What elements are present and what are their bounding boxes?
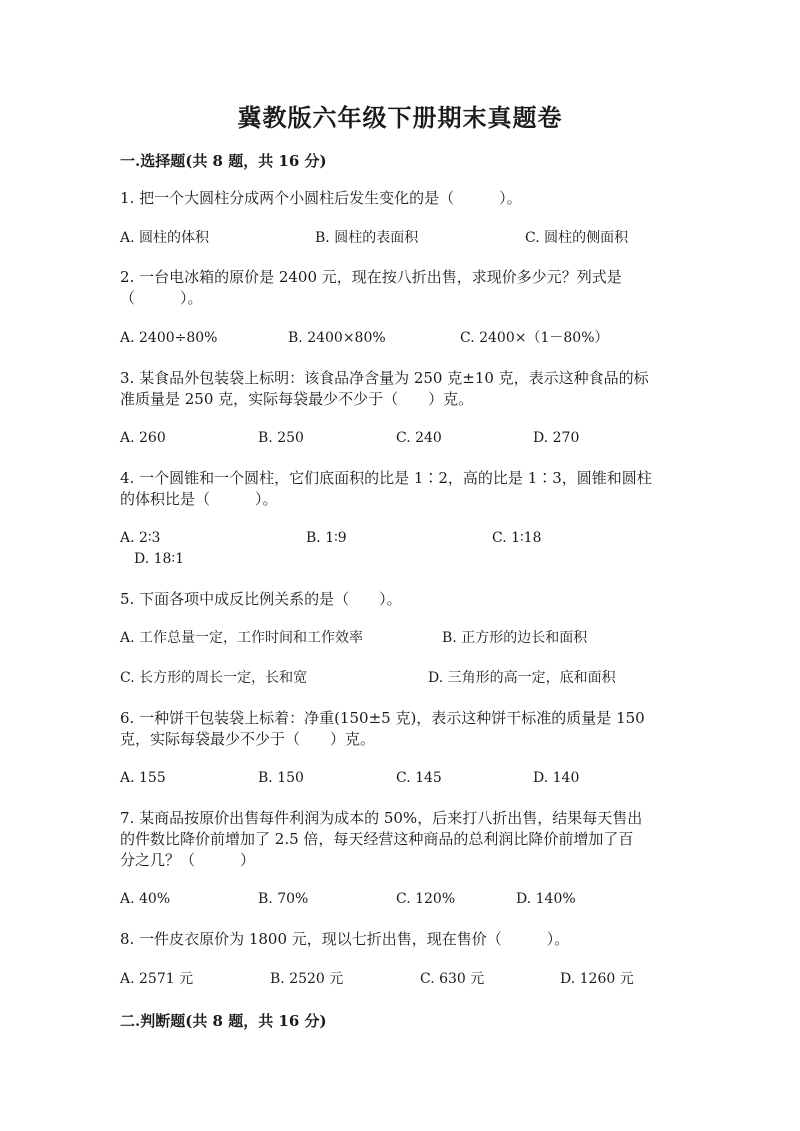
option-a: A. 155: [120, 770, 166, 786]
question-text: 的体积比是（ ）。: [120, 490, 278, 508]
option-a: A. 圆柱的体积: [120, 230, 210, 246]
question-text: 4. 一个圆锥和一个圆柱，它们底面积的比是 1∶2，高的比是 1∶3，圆锥和圆柱: [120, 469, 652, 487]
option-d: D. 三角形的高一定，底和面积: [428, 670, 616, 686]
question-text: 1. 把一个大圆柱分成两个小圆柱后发生变化的是（ ）。: [120, 189, 522, 207]
question-8: [120, 929, 680, 950]
option-b: B. 1∶9: [306, 530, 347, 546]
option-c: C. 120%: [396, 891, 456, 907]
question-1: [120, 188, 680, 209]
option-c: C. 圆柱的侧面积: [525, 230, 629, 246]
question-text: 2. 一台电冰箱的原价是 2400 元，现在按八折出售，求现价多少元？列式是: [120, 268, 622, 286]
option-c: C. 1∶18: [492, 530, 542, 546]
option-d: D. 1260 元: [560, 971, 634, 987]
question-2: [120, 267, 680, 309]
question-text: 克，实际每袋最少不少于（ ）克。: [120, 730, 376, 748]
question-6: [120, 708, 680, 750]
option-b: B. 150: [258, 770, 304, 786]
option-a: A. 2∶3: [120, 530, 161, 546]
question-3: [120, 368, 680, 410]
question-text: 3. 某食品外包装袋上标明：该食品净含量为 250 克±10 克，表示这种食品的标: [120, 369, 649, 387]
question-4: [120, 468, 680, 510]
option-b: B. 70%: [258, 891, 309, 907]
option-c: C. 长方形的周长一定，长和宽: [120, 670, 308, 686]
option-a: A. 260: [120, 430, 166, 446]
option-b: B. 2400×80%: [288, 330, 386, 346]
question-text: 5. 下面各项中成反比例关系的是（ ）。: [120, 590, 402, 608]
question-5: [120, 589, 680, 610]
question-7: [120, 808, 680, 871]
option-d: D. 140%: [516, 891, 576, 907]
option-b: B. 250: [258, 430, 304, 446]
option-c: C. 2400×（1－80%）: [460, 330, 609, 346]
page-title: 冀教版六年级下册期末真题卷: [237, 103, 563, 132]
option-c: C. 240: [396, 430, 442, 446]
option-d: D. 270: [533, 430, 580, 446]
question-text: 准质量是 250 克，实际每袋最少不少于（ ）克。: [120, 390, 474, 408]
option-a: A. 2400÷80%: [120, 330, 218, 346]
question-text: 7. 某商品按原价出售每件利润为成本的 50%，后来打八折出售，结果每天售出: [120, 809, 643, 827]
option-a: A. 2571 元: [120, 971, 194, 987]
option-d: D. 18∶1: [134, 551, 184, 567]
question-text: 的件数比降价前增加了 2.5 倍，每天经营这种商品的总利润比降价前增加了百: [120, 830, 634, 848]
section-heading-choice: 一.选择题(共 8 题，共 16 分): [120, 152, 327, 170]
question-text: 6. 一种饼干包装袋上标着：净重(150±5 克)，表示这种饼干标准的质量是 150: [120, 709, 645, 727]
question-text: 分之几？（ ）: [120, 851, 256, 869]
question-text: （ ）。: [120, 289, 203, 307]
question-text: 8. 一件皮衣原价为 1800 元，现以七折出售，现在售价（ ）。: [120, 930, 570, 948]
section-heading-judgment: 二.判断题(共 8 题，共 16 分): [120, 1012, 327, 1030]
option-a: A. 工作总量一定，工作时间和工作效率: [120, 630, 364, 646]
option-b: B. 2520 元: [270, 971, 344, 987]
option-b: B. 圆柱的表面积: [315, 230, 419, 246]
option-d: D. 140: [533, 770, 580, 786]
option-c: C. 630 元: [420, 971, 485, 987]
option-c: C. 145: [396, 770, 442, 786]
option-a: A. 40%: [120, 891, 171, 907]
option-b: B. 正方形的边长和面积: [442, 630, 588, 646]
